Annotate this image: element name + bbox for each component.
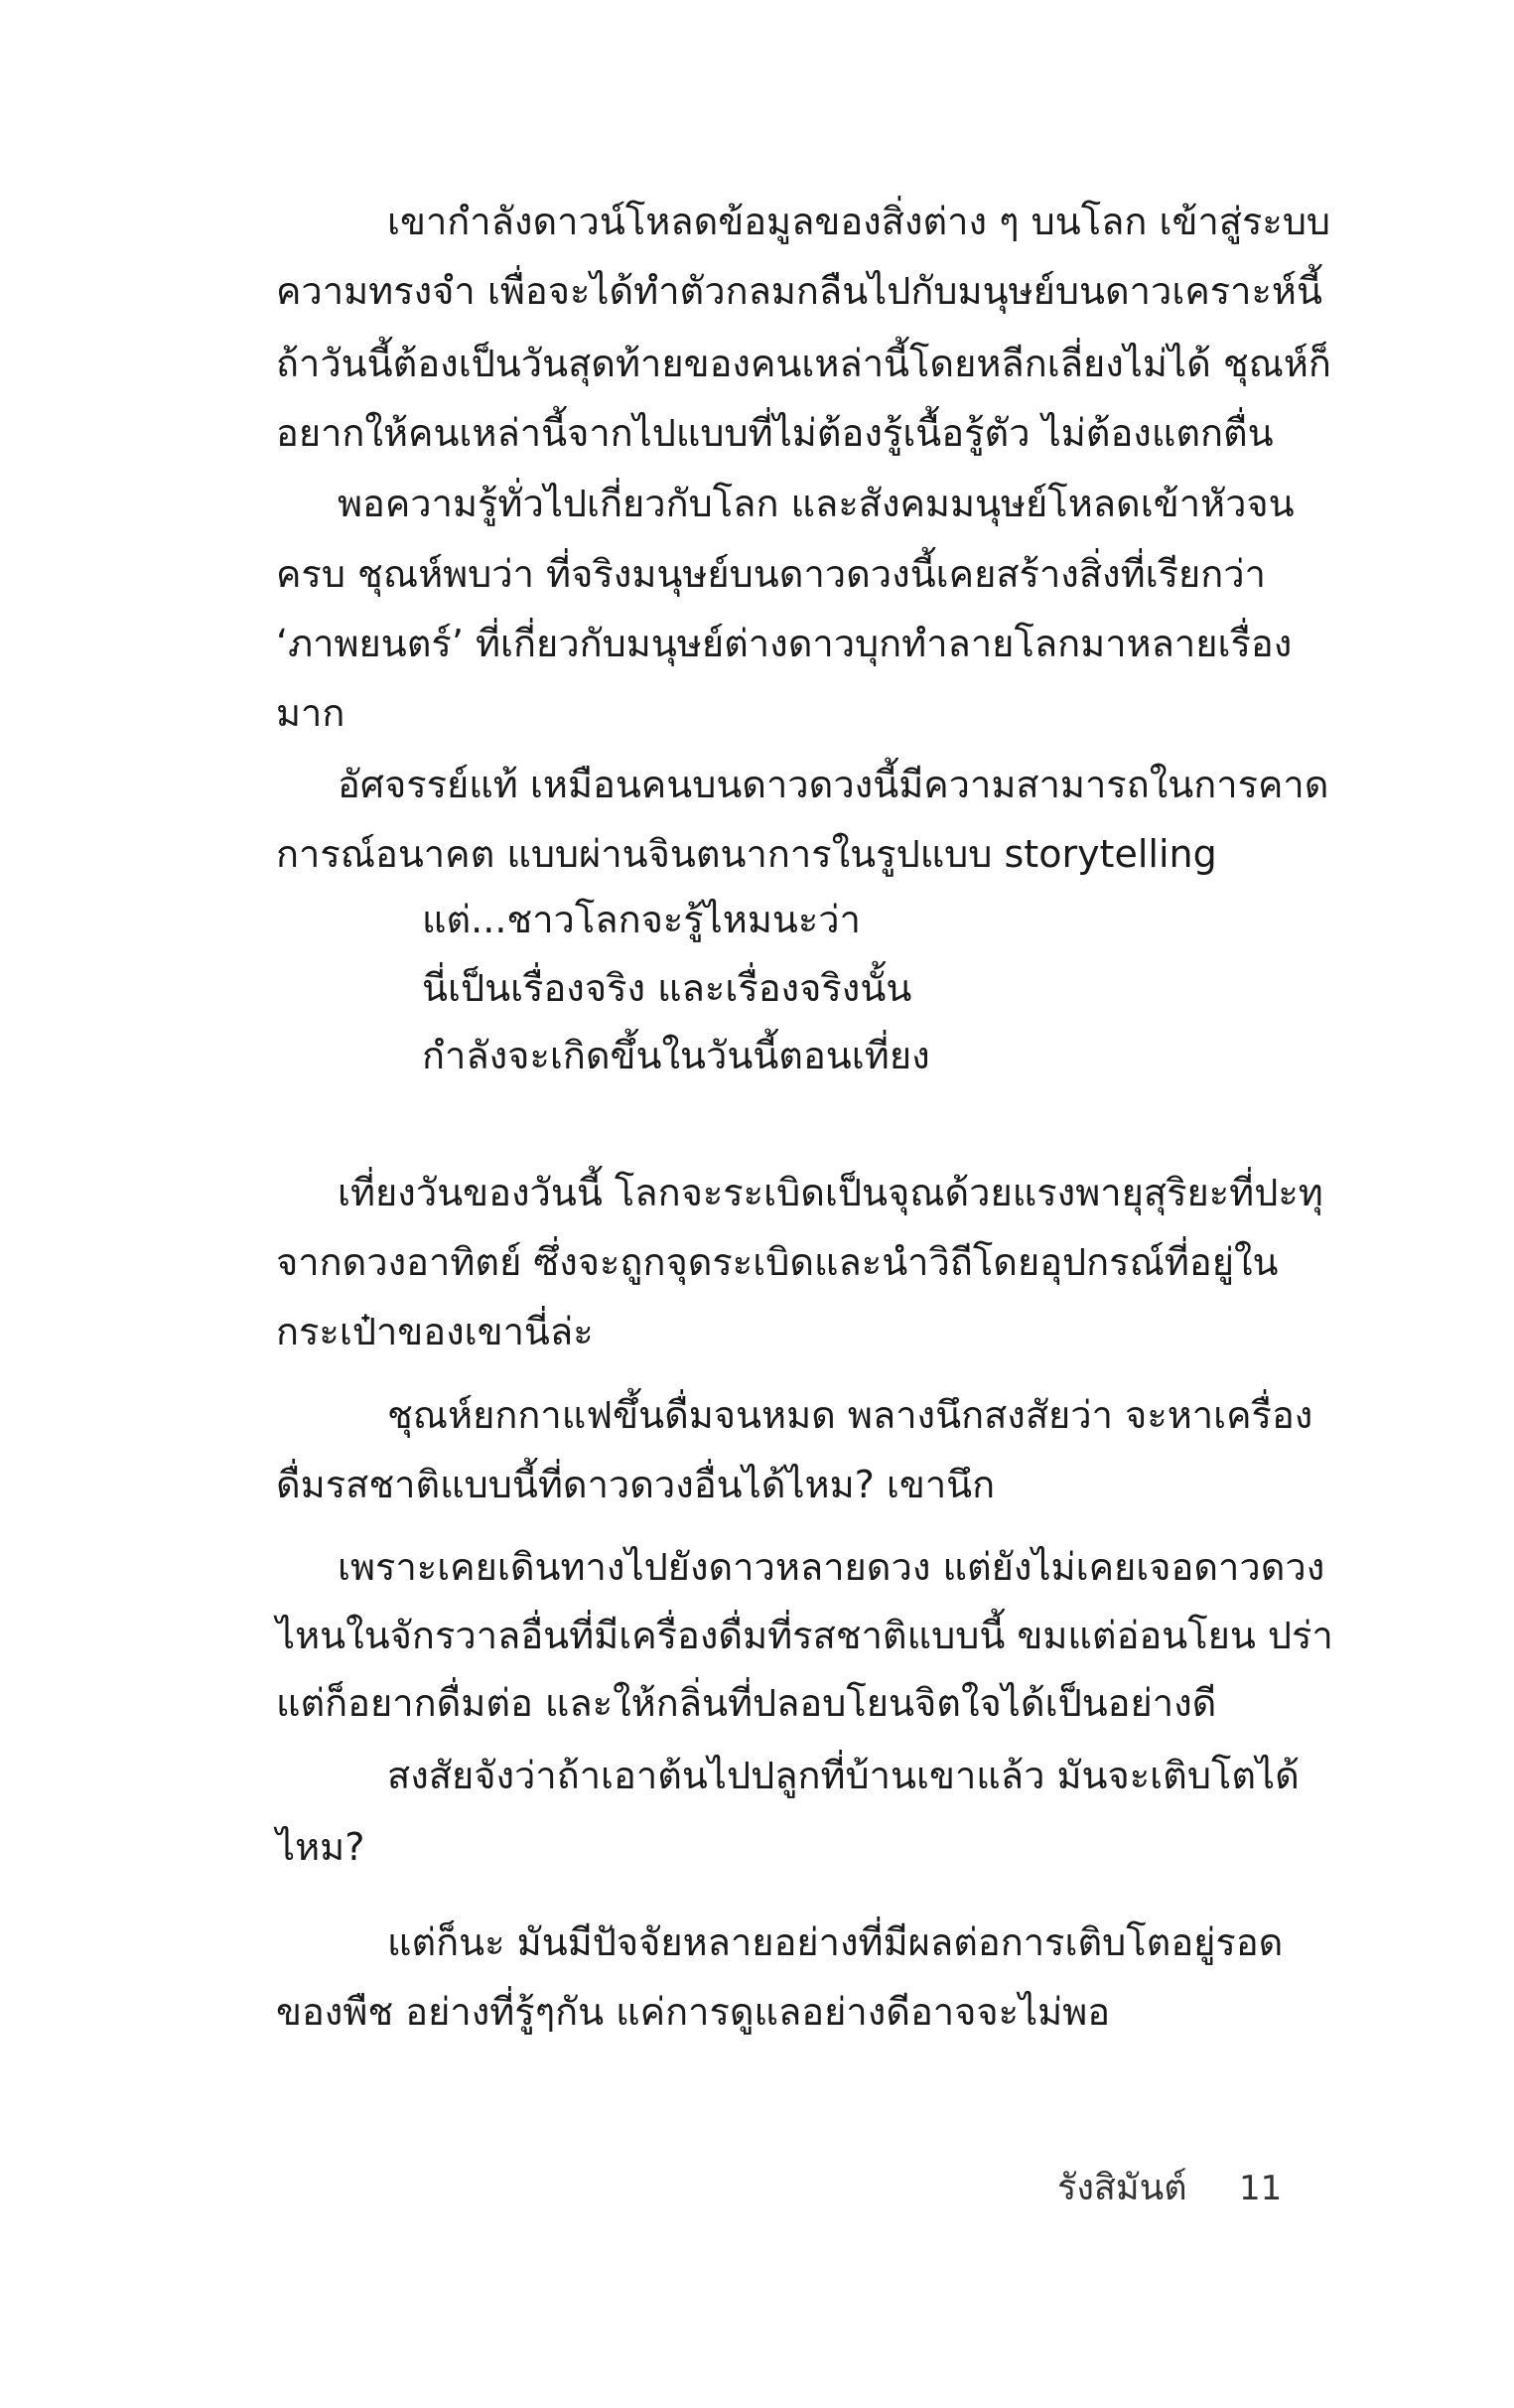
text-line: แต่ก็นะ มันมีปัจจัยหลายอย่างที่มีผลต่อการเติบโตอยู่รอด bbox=[387, 1920, 1284, 1964]
text-line: ถ้าวันนี้ต้องเป็นวันสุดท้ายของคนเหล่านี้โดยหลีกเลี่ยงไม่ได้ ชุณห์ก็ bbox=[276, 342, 1331, 385]
text-line: กระเป๋าของเขานี่ล่ะ bbox=[276, 1310, 594, 1353]
text-line: ชุณห์ยกกาแฟขึ้นดื่มจนหมด พลางนึกสงสัยว่า จะหาเครื่อง bbox=[387, 1393, 1313, 1437]
verse-line: กำลังจะเกิดขึ้นในวันนี้ตอนเที่ยง bbox=[422, 1034, 930, 1077]
text-line: มาก bbox=[276, 691, 345, 735]
text-line: การณ์อนาคต แบบผ่านจินตนาการในรูปแบบ storytelling bbox=[276, 832, 1217, 876]
text-line: เขากำลังดาวน์โหลดข้อมูลของสิ่งต่าง ๆ บนโลก เข้าสู่ระบบ bbox=[387, 200, 1331, 243]
text-line: อยากให้คนเหล่านี้จากไปแบบที่ไม่ต้องรู้เนื้อรู้ตัว ไม่ต้องแตกตื่น bbox=[276, 411, 1274, 455]
text-line: ของพืช อย่างที่รู้ๆกัน แค่การดูแลอย่างดีอาจจะไม่พอ bbox=[276, 1990, 1111, 2034]
text-line: จากดวงอาทิตย์ ซึ่งจะถูกจุดระเบิดและนำวิถีโดยอุปกรณ์ที่อยู่ใน bbox=[276, 1240, 1279, 1284]
verse-line: แต่...ชาวโลกจะรู้ไหมนะว่า bbox=[422, 898, 861, 941]
text-line: ความทรงจำ เพื่อจะได้ทำตัวกลมกลืนไปกับมนุษย์บนดาวเคราะห์นี้ bbox=[276, 269, 1322, 313]
text-line: ‘ภาพยนตร์’ ที่เกี่ยวกับมนุษย์ต่างดาวบุกทำลายโลกมาหลายเรื่อง bbox=[276, 622, 1293, 665]
verse-line: นี่เป็นเรื่องจริง และเรื่องจริงนั้น bbox=[422, 966, 912, 1010]
page-number: 11 bbox=[1239, 2169, 1283, 2208]
text-line: ไหนในจักรวาลอื่นที่มีเครื่องดื่มที่รสชาติแบบนี้ ขมแต่อ่อนโยน ปร่า bbox=[276, 1614, 1333, 1657]
text-line: สงสัยจังว่าถ้าเอาต้นไปปลูกที่บ้านเขาแล้ว มันจะเติบโตได้ bbox=[387, 1754, 1300, 1797]
running-footer-title: รังสิมันต์ bbox=[1057, 2168, 1187, 2208]
text-line: อัศจรรย์แท้ เหมือนคนบนดาวดวงนี้มีความสามารถในการคาด bbox=[338, 763, 1329, 806]
text-line: ครบ ชุณห์พบว่า ที่จริงมนุษย์บนดาวดวงนี้เคยสร้างสิ่งที่เรียกว่า bbox=[276, 552, 1266, 596]
text-line: ดื่มรสชาติแบบนี้ที่ดาวดวงอื่นได้ไหม? เขานึก bbox=[276, 1463, 996, 1506]
text-line: พอความรู้ทั่วไปเกี่ยวกับโลก และสังคมมนุษย์โหลดเข้าหัวจน bbox=[338, 482, 1295, 525]
text-line: แต่ก็อยากดื่มต่อ และให้กลิ่นที่ปลอบโยนจิตใจได้เป็นอย่างดี bbox=[276, 1681, 1217, 1725]
text-line: เที่ยงวันของวันนี้ โลกจะระเบิดเป็นจุณด้วยแรงพายุสุริยะที่ปะทุ bbox=[338, 1171, 1323, 1214]
text-line: ไหม? bbox=[276, 1825, 365, 1869]
text-line: เพราะเคยเดินทางไปยังดาวหลายดวง แต่ยังไม่เคยเจอดาวดวง bbox=[338, 1545, 1325, 1589]
